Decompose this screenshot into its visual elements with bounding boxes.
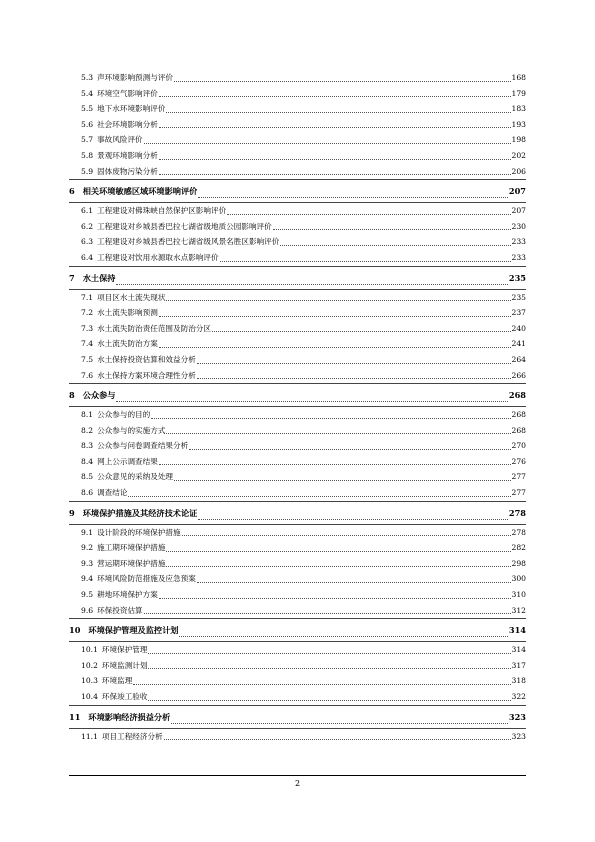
toc-page-number: 206 (511, 166, 526, 176)
toc-dot-leader (179, 636, 507, 637)
toc-title: 调查结论 (97, 488, 128, 498)
toc-title: 水土流失防治责任范围及防治分区 (97, 323, 211, 333)
toc-title: 环保投资估算 (97, 605, 143, 615)
toc-number: 8.6 (81, 488, 94, 498)
toc-section-row[interactable] (69, 689, 526, 706)
toc-number: 5.6 (81, 119, 94, 129)
toc-dot-leader (159, 174, 511, 175)
toc-chapter-row[interactable] (69, 180, 526, 203)
toc-page-number: 323 (508, 711, 526, 722)
toc-title: 固体废物污染分析 (97, 166, 158, 176)
toc-page-number: 240 (511, 323, 526, 333)
toc-dot-leader (128, 496, 510, 497)
toc-chapter-row[interactable] (69, 384, 526, 407)
toc-dot-leader (148, 700, 510, 701)
toc-section-row[interactable] (69, 571, 526, 587)
toc-number: 10.1 (81, 645, 98, 655)
footer-rule (69, 775, 526, 776)
page-number: 2 (294, 779, 301, 788)
toc-title: 相关环境敏感区域环境影响评价 (82, 186, 198, 197)
toc-dot-leader (174, 81, 510, 82)
toc-number: 8 (69, 390, 75, 401)
toc-number: 10.3 (81, 676, 98, 686)
toc-section-row[interactable] (69, 603, 526, 620)
toc-number: 5.8 (81, 150, 94, 160)
toc-dot-leader (189, 449, 510, 450)
toc-title: 水土保持投资估算和效益分析 (97, 354, 196, 364)
toc-dot-leader (171, 723, 508, 724)
toc-title: 工程建设对饮用水源取水点影响评价 (97, 252, 219, 262)
toc-section-row[interactable] (69, 454, 526, 470)
toc-section-row[interactable] (69, 525, 526, 541)
toc-number: 7.3 (81, 323, 94, 333)
toc-page-number: 233 (511, 252, 526, 262)
toc-section-row[interactable] (69, 485, 526, 502)
toc-title: 营运期环境保护措施 (97, 558, 166, 568)
toc-title: 工程建设对乡城县香巴拉七湖省级地质公园影响评价 (97, 221, 272, 231)
toc-number: 8.2 (81, 425, 94, 435)
toc-number: 9.3 (81, 558, 94, 568)
toc-number: 6.1 (81, 206, 94, 216)
toc-title: 施工期环境保护措施 (97, 543, 166, 553)
toc-section-row[interactable] (69, 658, 526, 674)
toc-number: 7.6 (81, 370, 94, 380)
toc-page-number: 179 (511, 88, 526, 98)
toc-number: 7.2 (81, 308, 94, 318)
toc-title: 设计阶段的环境保护措施 (97, 527, 181, 537)
toc-section-row[interactable] (69, 673, 526, 689)
toc-page-number: 282 (511, 543, 526, 553)
toc-number: 8.4 (81, 456, 94, 466)
toc-section-row[interactable] (69, 148, 526, 164)
toc-page-number: 270 (511, 441, 526, 451)
toc-page-number: 198 (511, 135, 526, 145)
toc-title: 公众参与的目的 (97, 410, 151, 420)
toc-number: 5.5 (81, 104, 94, 114)
toc-section-row[interactable] (69, 117, 526, 133)
toc-page-number: 277 (511, 488, 526, 498)
toc-title: 水土流失防治方案 (97, 339, 158, 349)
toc-dot-leader (197, 363, 511, 364)
toc-dot-leader (227, 214, 510, 215)
toc-page-number: 268 (511, 410, 526, 420)
toc-section-row[interactable] (69, 234, 526, 250)
toc-dot-leader (280, 245, 510, 246)
toc-dot-leader (197, 378, 511, 379)
toc-dot-leader (273, 229, 511, 230)
toc-dot-leader (159, 316, 511, 317)
toc-title: 水土保持 (82, 272, 116, 283)
toc-section-row[interactable] (69, 438, 526, 454)
toc-title: 社会环境影响分析 (97, 119, 158, 129)
toc-section-row[interactable] (69, 70, 526, 86)
toc-section-row[interactable] (69, 336, 526, 352)
toc-title: 项目工程经济分析 (101, 731, 163, 741)
toc-dot-leader (116, 401, 507, 402)
toc-number: 10.2 (81, 660, 98, 670)
toc-page-number: 314 (508, 625, 526, 636)
toc-section-row[interactable] (69, 469, 526, 485)
toc-page-number: 318 (511, 676, 526, 686)
toc-dot-leader (116, 284, 507, 285)
toc-number: 5.3 (81, 73, 94, 82)
toc-dot-leader (197, 582, 511, 583)
toc-title: 环境影响经济损益分析 (88, 711, 171, 722)
toc-section-row[interactable] (69, 132, 526, 148)
toc-number: 6.4 (81, 252, 94, 262)
toc-page-number: 264 (511, 354, 526, 364)
toc-page-number: 278 (511, 527, 526, 537)
toc-page-number: 278 (508, 507, 526, 518)
toc-number: 10.4 (81, 692, 98, 701)
toc-section-row[interactable] (69, 556, 526, 572)
toc-dot-leader (166, 551, 510, 552)
toc-title: 景观环境影响分析 (97, 150, 158, 160)
toc-title: 环境监理 (101, 676, 133, 686)
toc-section-row[interactable] (69, 86, 526, 102)
toc-chapter-row[interactable] (69, 267, 526, 290)
toc-page-number: 207 (511, 206, 526, 216)
toc-title: 公众参与的实施方式 (97, 425, 166, 435)
toc-dot-leader (148, 668, 510, 669)
toc-dot-leader (174, 480, 510, 481)
toc-number: 5.9 (81, 166, 94, 176)
toc-number: 8.5 (81, 472, 94, 482)
toc-number: 9.6 (81, 605, 94, 615)
toc-dot-leader (159, 159, 511, 160)
toc-page-number: 310 (511, 590, 526, 600)
toc-section-row[interactable] (69, 540, 526, 556)
toc-page-number: 266 (511, 370, 526, 380)
toc-dot-leader (159, 598, 511, 599)
table-of-contents (69, 70, 526, 744)
toc-dot-leader (166, 300, 510, 301)
toc-number: 9.5 (81, 590, 94, 600)
toc-number: 9.4 (81, 574, 94, 584)
toc-number: 11 (69, 711, 81, 722)
toc-page-number: 241 (511, 339, 526, 349)
toc-page-number: 230 (511, 221, 526, 231)
toc-section-row[interactable] (69, 290, 526, 306)
toc-title: 水土流失影响预测 (97, 308, 158, 318)
toc-title: 事故风险评价 (97, 135, 143, 145)
toc-title: 网上公示调查结果 (97, 456, 158, 466)
toc-number: 9.2 (81, 543, 94, 553)
toc-dot-leader (159, 127, 511, 128)
toc-page-number: 268 (511, 425, 526, 435)
toc-number: 10 (69, 625, 81, 636)
toc-section-row[interactable] (69, 587, 526, 603)
toc-section-row[interactable] (69, 352, 526, 368)
toc-chapter-row[interactable] (69, 502, 526, 525)
toc-title: 项目区水土流失现状 (97, 292, 166, 302)
toc-section-row[interactable] (69, 321, 526, 337)
toc-dot-leader (166, 566, 510, 567)
toc-title: 工程建设对佛珠峡自然保护区影响评价 (97, 206, 227, 216)
toc-dot-leader (164, 739, 511, 740)
toc-page-number: 276 (511, 456, 526, 466)
toc-title: 环境监测计划 (101, 660, 148, 670)
toc-number: 7.4 (81, 339, 94, 349)
toc-dot-leader (159, 96, 511, 97)
toc-section-row[interactable] (69, 642, 526, 658)
toc-dot-leader (166, 112, 510, 113)
toc-title: 环境保护措施及其经济技术论证 (82, 507, 198, 518)
toc-page-number: 233 (511, 237, 526, 247)
toc-title: 环境保护管理 (101, 645, 148, 655)
toc-number: 9.1 (81, 527, 94, 537)
toc-dot-leader (133, 684, 510, 685)
toc-page-number: 207 (508, 186, 526, 197)
toc-page-number: 312 (511, 605, 526, 615)
toc-number: 11.1 (81, 731, 98, 741)
toc-page-number: 237 (511, 308, 526, 318)
toc-number: 7 (69, 272, 75, 283)
toc-title: 环保竣工验收 (101, 692, 148, 701)
toc-page-number: 300 (511, 574, 526, 584)
toc-title: 公众意见的采纳及处理 (97, 472, 174, 482)
toc-dot-leader (182, 535, 511, 536)
toc-title: 公众参与 (82, 390, 116, 401)
toc-dot-leader (144, 143, 511, 144)
toc-title: 环境保护管理及监控计划 (88, 625, 179, 636)
toc-section-row[interactable] (69, 164, 526, 181)
toc-page-number: 235 (511, 292, 526, 302)
toc-section-row[interactable] (69, 101, 526, 117)
toc-section-row[interactable] (69, 250, 526, 267)
toc-dot-leader (198, 519, 508, 520)
toc-page-number: 193 (511, 119, 526, 129)
toc-page-number: 317 (511, 660, 526, 670)
toc-page-number: 235 (508, 272, 526, 283)
toc-number: 5.4 (81, 88, 94, 98)
toc-dot-leader (144, 613, 511, 614)
toc-page-number: 277 (511, 472, 526, 482)
toc-title: 耕地环境保护方案 (97, 590, 158, 600)
toc-page-number: 298 (511, 558, 526, 568)
toc-title: 环境空气影响评价 (97, 88, 158, 98)
toc-section-row[interactable] (69, 219, 526, 235)
toc-page-number: 314 (511, 645, 526, 655)
toc-title: 工程建设对乡城县香巴拉七湖省级风景名胜区影响评价 (97, 237, 280, 247)
toc-number: 8.1 (81, 410, 94, 420)
toc-number: 6.2 (81, 221, 94, 231)
toc-page-number: 322 (511, 692, 526, 701)
toc-section-row[interactable] (69, 423, 526, 439)
toc-dot-leader (151, 418, 510, 419)
toc-number: 5.7 (81, 135, 94, 145)
toc-title: 声环境影响预测与评价 (97, 73, 174, 82)
toc-chapter-row[interactable] (69, 706, 526, 729)
toc-section-row[interactable] (69, 368, 526, 385)
toc-title: 水土保持方案环境合理性分析 (97, 370, 196, 380)
toc-section-row[interactable] (69, 203, 526, 219)
toc-page-number: 168 (511, 73, 526, 82)
toc-number: 9 (69, 507, 75, 518)
toc-title: 地下水环境影响评价 (97, 104, 166, 114)
toc-title: 公众参与问卷调查结果分析 (97, 441, 189, 451)
toc-title: 环境风险防范措施及应急预案 (97, 574, 196, 584)
toc-dot-leader (166, 433, 510, 434)
toc-dot-leader (198, 197, 508, 198)
toc-number: 7.5 (81, 354, 94, 364)
toc-dot-leader (212, 331, 511, 332)
toc-section-row[interactable] (69, 305, 526, 321)
toc-number: 7.1 (81, 292, 94, 302)
toc-page-number: 268 (508, 390, 526, 401)
toc-section-row[interactable] (69, 407, 526, 423)
toc-page-number: 183 (511, 104, 526, 114)
toc-number: 6.3 (81, 237, 94, 247)
toc-dot-leader (159, 464, 511, 465)
toc-section-row[interactable] (69, 729, 526, 745)
toc-number: 6 (69, 186, 75, 197)
toc-page-number: 202 (511, 150, 526, 160)
toc-chapter-row[interactable] (69, 619, 526, 642)
toc-number: 8.3 (81, 441, 94, 451)
toc-dot-leader (220, 261, 511, 262)
toc-dot-leader (159, 347, 511, 348)
toc-page-number: 323 (511, 731, 526, 741)
toc-dot-leader (148, 653, 510, 654)
